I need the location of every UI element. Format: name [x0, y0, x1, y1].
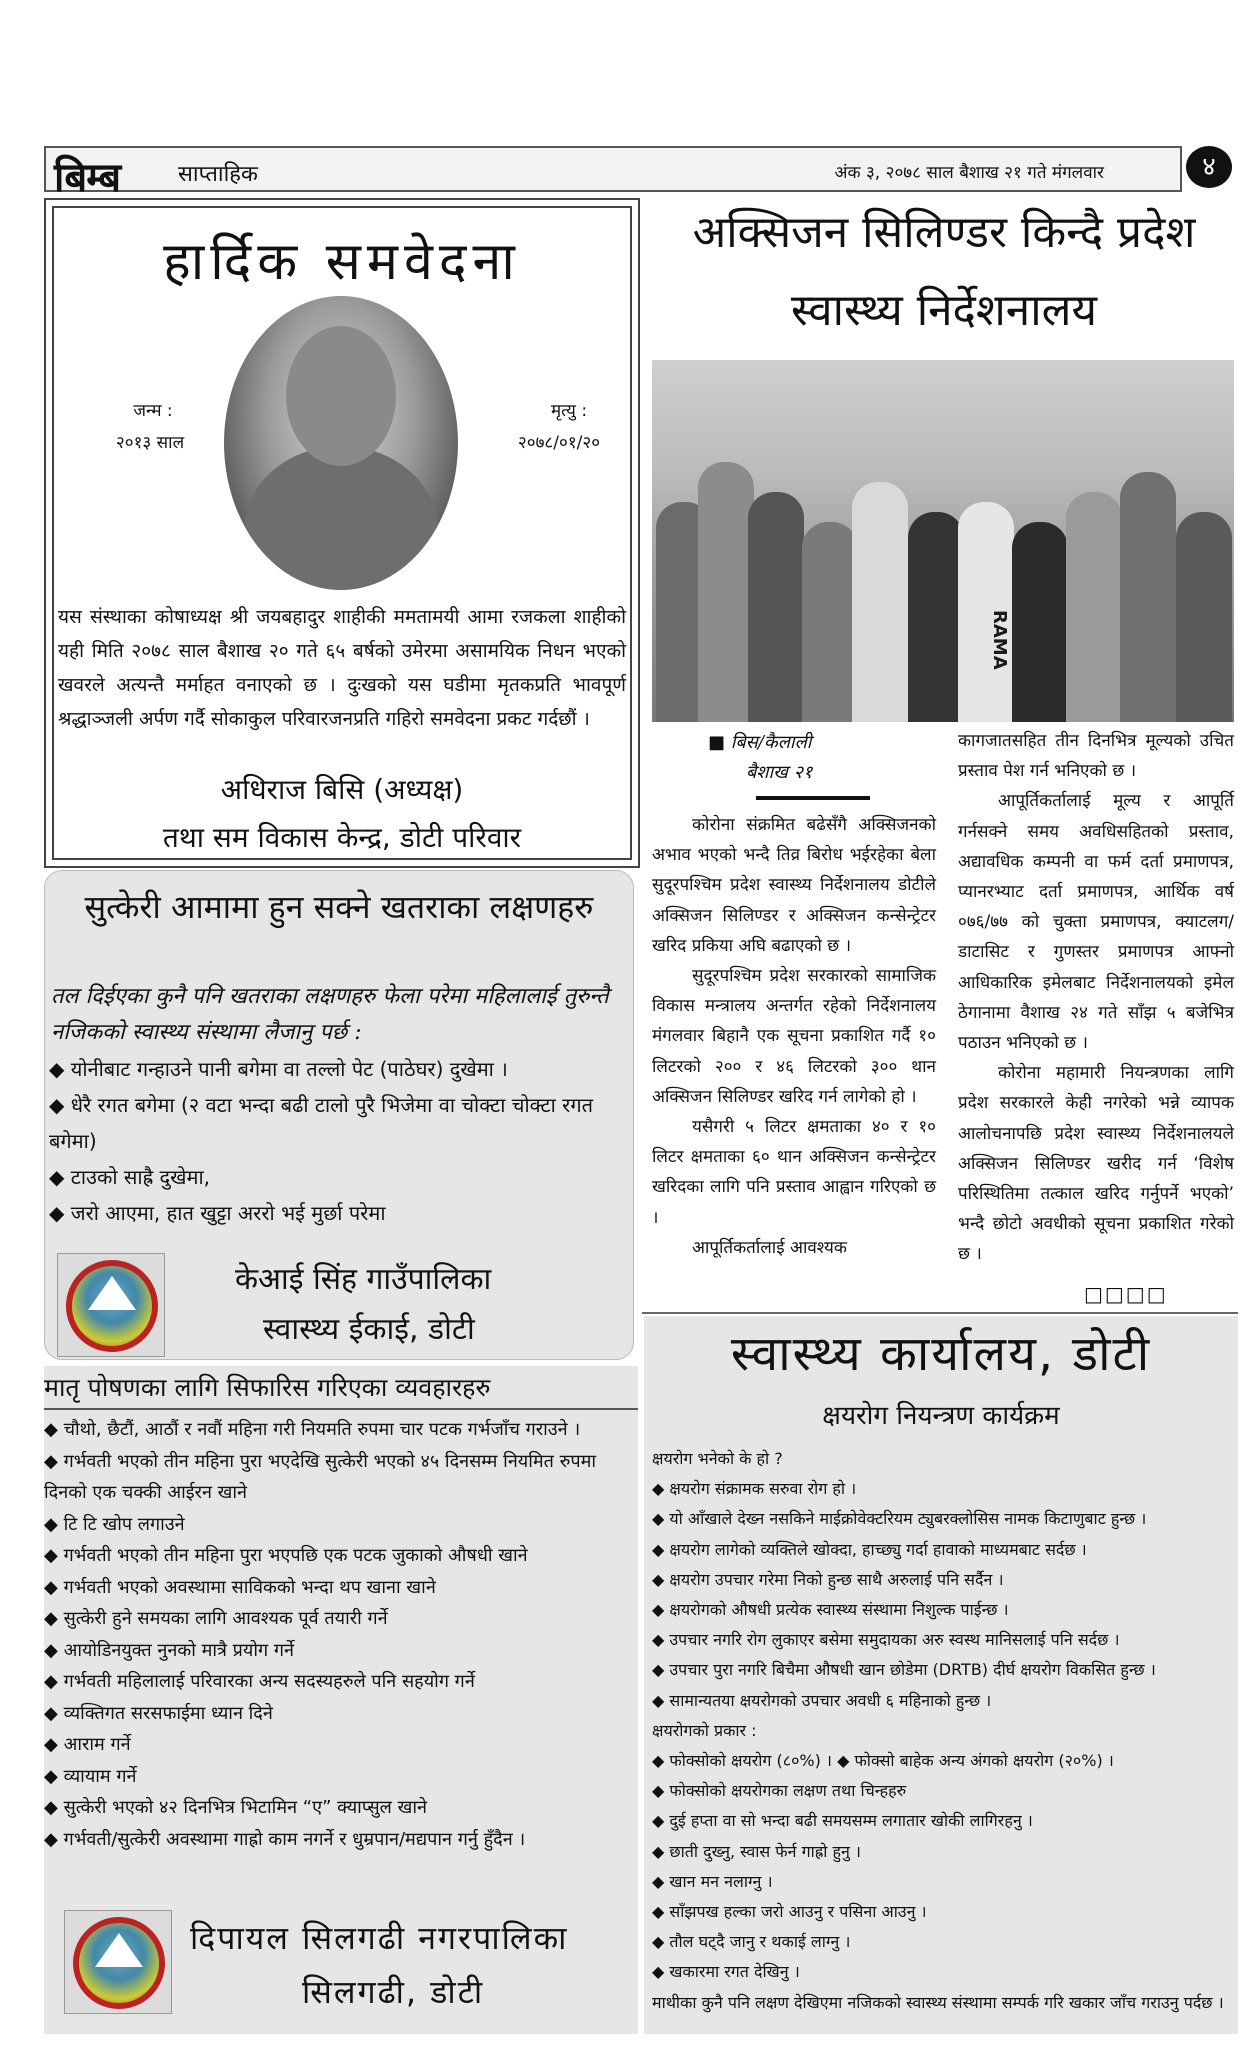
- list-item: ◆ धेरै रगत बगेमा (२ वटा भन्दा बढी टालो पुरै भिजेमा वा चोक्टा चोक्टा रगत बगेमा): [49, 1093, 593, 1153]
- list-item: ◆ गर्भवती भएको तीन महिना पुरा भएपछि एक पटक जुकाको औषधी खाने: [44, 1545, 528, 1566]
- cylinder-shape: [698, 462, 754, 722]
- tb-program-subtitle: क्षयरोग नियन्त्रण कार्यक्रम: [822, 1401, 1060, 1431]
- list-item: ◆ यो आँखाले देख्न नसकिने माईक्रोवेक्टरियम ट्युबरक्लोसिस नामक किटाणुबाट हुन्छ ।: [652, 1509, 1147, 1529]
- list-item: ◆ क्षयरोग संक्रामक सरुवा रोग हो ।: [652, 1479, 857, 1499]
- condolence-inner-border: [52, 206, 632, 860]
- list-item: क्षयरोगको प्रकार :: [652, 1720, 757, 1740]
- danger-org-name: केआई सिंह गाउँपालिका: [235, 1262, 492, 1297]
- list-item: ◆ सामान्यतया क्षयरोगको उपचार अवधी ६ महिनाको हुन्छ ।: [652, 1690, 992, 1710]
- article-paragraph: कोरोना महामारी नियन्त्रणका लागि प्रदेश सरकारले केही नगरेको भन्ने व्यापक आलोचनापछि प्रदेश स्वास्थ्य निर्देशनालयले अक्सिजन सिलिण्डर खरीद गर्न ‘विशेष परिस्थितिमा तत्काल खरिद गर्नुपर्ने भएको’ भन्दै छोटो अवधीको सूचना प्रकाशित गरेको छ ।: [958, 1063, 1234, 1265]
- article-paragraph: कागजातसहित तीन दिनभित्र मूल्यको उचित प्रस्ताव पेश गर्न भनिएको छ ।: [958, 731, 1234, 782]
- tb-program-box: [644, 1316, 1238, 2034]
- condolence-signature-2: तथा सम विकास केन्द्र, डोटी परिवार: [162, 821, 522, 854]
- list-item: ◆ क्षयरोग लागेको व्यक्तिले खोक्दा, हाच्छ्यु गर्दा हावाको माध्यमबाट सर्दछ ।: [652, 1539, 1087, 1559]
- article-end-marks: □□□□: [1084, 1282, 1168, 1306]
- list-item: ◆ उपचार नगरि रोग लुकाएर बसेमा समुदायका अरु स्वस्थ मानिसलाई पनि सर्दछ ।: [652, 1630, 1120, 1650]
- issue-date: अंक ३, २०७८ साल बैशाख २१ गते मंगलवार: [834, 163, 1104, 183]
- article-paragraph: यसैगरी ५ लिटर क्षमताका ४० र १० लिटर क्षमताका ६० थान अक्सिजन कन्सेन्ट्रेटर खरिदका लागि पनि प्रस्ताव आह्वान गरिएको छ ।: [652, 1117, 936, 1228]
- list-item: ◆ साँझपख हल्का जरो आउनु र पसिना आउनु ।: [652, 1902, 927, 1922]
- birth-label: जन्म :: [133, 401, 173, 421]
- cylinder-shape: [1120, 472, 1176, 722]
- condolence-title: हार्दिक समवेदना: [163, 232, 521, 292]
- list-item: माथीका कुनै पनि लक्षण देखिएमा नजिकको स्वास्थ्य संस्थामा सम्पर्क गरि खकार जाँच गराउनु पर्दछ ।: [652, 1992, 1224, 2012]
- cylinder-shape: [1012, 522, 1068, 722]
- municipality-emblem-icon: [64, 1910, 172, 2014]
- article-paragraph: कोरोना संक्रमित बढेसँगै अक्सिजनको अभाव भएको भन्दै तिव्र बिरोध भईरहेका बेला सुदूरपश्चिम प्रदेश स्वास्थ्य निर्देशनालय डोटीले अक्सिजन सिलिण्डर र अक्सिजन कन्सेन्ट्रेटर खरिद प्रकिया अघि बढाएको छ ।: [652, 815, 936, 956]
- oxygen-headline-line-2: स्वास्थ्य निर्देशनालय: [791, 285, 1097, 336]
- list-item: ◆ खान मन नलाग्नु ।: [652, 1871, 773, 1891]
- nutrition-box: [44, 1366, 638, 2034]
- death-value: २०७८/०१/२०: [517, 433, 601, 453]
- list-item: ◆ सुत्केरी हुने समयका लागि आवश्यक पूर्व तयारी गर्ने: [44, 1608, 388, 1629]
- list-item: ◆ चौथो, छैटौं, आठौं र नवौं महिना गरी नियमति रुपमा चार पटक गर्भजाँच गराउने ।: [44, 1419, 581, 1440]
- newspaper-logo: बिम्ब: [54, 155, 121, 201]
- masthead: [44, 146, 1182, 201]
- list-item: ◆ गर्भवती भएको तीन महिना पुरा भएदेखि सुत्केरी भएको ४५ दिनसम्म नियमित रुपमा दिनको एक चक्की आईरन खाने: [44, 1450, 597, 1503]
- list-item: ◆ टाउको साह्रै दुखेमा,: [49, 1165, 211, 1189]
- article-paragraph: सुदूरपश्चिम प्रदेश सरकारको सामाजिक विकास मन्त्रालय अन्तर्गत रहेको निर्देशनालय मंगलवार बिहानै एक सूचना प्रकाशित गर्दै १० लिटरको २०० र ४६ लिटरको ३०० थान अक्सिजन सिलिण्डर खरिद गर्न लागेको हो ।: [652, 966, 936, 1107]
- birth-value: २०१३ साल: [115, 433, 185, 453]
- list-item: ◆ आयोडिनयुक्त नुनको मात्रै प्रयोग गर्ने: [44, 1639, 295, 1661]
- emblem-mountain: [95, 1933, 143, 1967]
- oxygen-article-column-1: [652, 810, 936, 1263]
- nutrition-title: मातृ पोषणका लागि सिफारिस गरिएका व्यवहारहरु: [44, 1370, 638, 1410]
- page-number: ४: [1186, 146, 1232, 188]
- dateline-place: ■ बिस/कैलाली: [708, 732, 812, 753]
- cylinder-shape: [748, 492, 804, 722]
- list-item: ◆ आराम गर्ने: [44, 1734, 131, 1755]
- condolence-box: [44, 198, 640, 868]
- photo-cylinder-label: RAMA: [989, 610, 1010, 670]
- oxygen-dateline: [708, 728, 812, 788]
- cylinder-shape: [908, 512, 964, 722]
- article-paragraph: आपूर्तिकर्तालाई मूल्य र आपूर्ति गर्नसक्ने समय अवधिसहितको प्रस्ताव, अद्यावधिक कम्पनी वा फर्म दर्ता प्रमाणपत्र, प्यानरभ्याट दर्ता प्रमाणपत्र, आर्थिक वर्ष ०७६/७७ को चुक्ता प्रमाणपत्र, क्याटलग/डाटासिट र गुणस्तर प्रमाणपत्र आफ्नो आधिकारिक इमेलबाट निर्देशनालयको इमेल ठेगानामा वैशाख २४ गते साँझ ५ बजेभित्र पठाउन भनिएको छ ।: [958, 791, 1234, 1054]
- list-item: ◆ क्षयरोग उपचार गरेमा निको हुन्छ साथै अरुलाई पनि सर्दैन ।: [652, 1569, 1004, 1589]
- nutrition-list: [44, 1414, 636, 1855]
- list-item: ◆ खकारमा रगत देखिनु ।: [652, 1962, 800, 1982]
- portrait-photo: [224, 296, 458, 590]
- article-paragraph: आपूर्तिकर्तालाई आवश्यक: [692, 1237, 847, 1258]
- cylinder-shape: [852, 482, 908, 722]
- danger-signs-list: [49, 1051, 627, 1231]
- condolence-text: यस संस्थाका कोषाध्यक्ष श्री जयबहादुर शाहीकी ममतामयी आमा रजकला शाहीको यही मिति २०७८ साल बैशाख २० गते ६५ बर्षको उमेरमा असामयिक निधन भएको खवरले अत्यन्तै मर्माहत वनाएको छ । दुःखको यस घडीमा मृतकप्रति भावपूर्ण श्रद्धाञ्जली अर्पण गर्दै सोकाकुल परिवारजनप्रति गहिरो समवेदना प्रकट गर्दछौं ।: [58, 606, 626, 730]
- tb-info-list: [652, 1444, 1234, 2018]
- list-item: ◆ गर्भवती भएको अवस्थामा साविकको भन्दा थप खाना खाने: [44, 1576, 436, 1598]
- oxygen-article-column-2: [958, 726, 1234, 1270]
- danger-signs-box: [44, 870, 634, 1360]
- list-item: ◆ फोक्सोको क्षयरोग (८०%) । ◆ फोक्सो बाहेक अन्य अंगको क्षयरोग (२०%) ।: [652, 1751, 1114, 1771]
- list-item: ◆ छाती दुख्नु, स्वास फेर्न गाह्रो हुनु ।: [652, 1841, 861, 1861]
- list-item: ◆ गर्भवती/सुत्केरी अवस्थामा गाह्रो काम नगर्ने र धुम्रपान/मद्यपान गर्नु हुँदैन ।: [44, 1828, 526, 1850]
- list-item: ◆ फोक्सोको क्षयरोगका लक्षण तथा चिन्हहरु: [652, 1781, 907, 1801]
- nutrition-org-place: सिलगढी, डोटी: [302, 1973, 485, 2011]
- danger-signs-intro: तल दिईएका कुनै पनि खतराका लक्षणहरु फेला परेमा महिलालाई तुरुन्तै नजिकको स्वास्थ्य संस्थामा लैजानु पर्छ :: [51, 984, 609, 1045]
- list-item: ◆ जरो आएमा, हात खुट्टा अररो भई मुर्छा परेमा: [49, 1201, 386, 1225]
- list-item: ◆ उपचार पुरा नगरि बिचैमा औषधी खान छोडेमा (DRTB) दीर्घ क्षयरोग विकसित हुन्छ ।: [652, 1660, 1156, 1680]
- oxygen-headline-line-1: अक्सिजन सिलिण्डर किन्दै प्रदेश: [692, 207, 1196, 258]
- oxygen-cylinders-photo: [652, 360, 1234, 722]
- cylinder-shape: [802, 522, 858, 722]
- danger-signs-title: सुत्केरी आमामा हुन सक्ने खतराका लक्षणहरु: [84, 888, 594, 926]
- emblem-mountain: [88, 1276, 136, 1310]
- list-item: क्षयरोग भनेको के हो ?: [652, 1449, 783, 1468]
- death-label: मृत्यु :: [550, 401, 588, 421]
- municipality-emblem-icon: [57, 1253, 165, 1357]
- list-item: ◆ तौल घट्दै जानु र थकाई लाग्नु ।: [652, 1932, 851, 1952]
- list-item: ◆ व्यायाम गर्ने: [44, 1765, 137, 1787]
- tb-office-title: स्वास्थ्य कार्यालय, डोटी: [730, 1326, 1152, 1382]
- list-item: ◆ योनीबाट गन्हाउने पानी बगेमा वा तल्लो पेट (पाठेघर) दुखेमा ।: [49, 1057, 508, 1081]
- list-item: ◆ व्यक्तिगत सरसफाईमा ध्यान दिने: [44, 1702, 273, 1724]
- list-item: ◆ गर्भवती महिलालाई परिवारका अन्य सदस्यहरुले पनि सहयोग गर्ने: [44, 1671, 475, 1692]
- nutrition-org-name: दिपायल सिलगढी नगरपालिका: [190, 1919, 569, 1957]
- cylinder-shape: [1066, 492, 1122, 722]
- portrait-head-shape: [286, 326, 396, 466]
- list-item: ◆ टि टि खोप लगाउने: [44, 1513, 185, 1535]
- newspaper-frequency: साप्ताहिक: [178, 162, 258, 187]
- dateline-date: बैशाख २१: [746, 762, 813, 783]
- cylinder-shape: [1176, 512, 1232, 722]
- section-divider: [642, 1312, 1238, 1314]
- danger-org-unit: स्वास्थ्य ईकाई, डोटी: [263, 1312, 475, 1347]
- portrait-body-shape: [244, 446, 438, 590]
- list-item: ◆ क्षयरोगको औषधी प्रत्येक स्वास्थ्य संस्थामा निशुल्क पाईन्छ ।: [652, 1600, 1009, 1620]
- condolence-signature-1: अधिराज बिसि (अध्यक्ष): [220, 773, 464, 806]
- list-item: ◆ सुत्केरी भएको ४२ दिनभित्र भिटामिन “ए” क्याप्सुल खाने: [44, 1797, 427, 1818]
- list-item: ◆ दुई हप्ता वा सो भन्दा बढी समयसम्म लगातार खोकी लागिरहनु ।: [652, 1811, 1033, 1831]
- dateline-rule: [756, 796, 870, 800]
